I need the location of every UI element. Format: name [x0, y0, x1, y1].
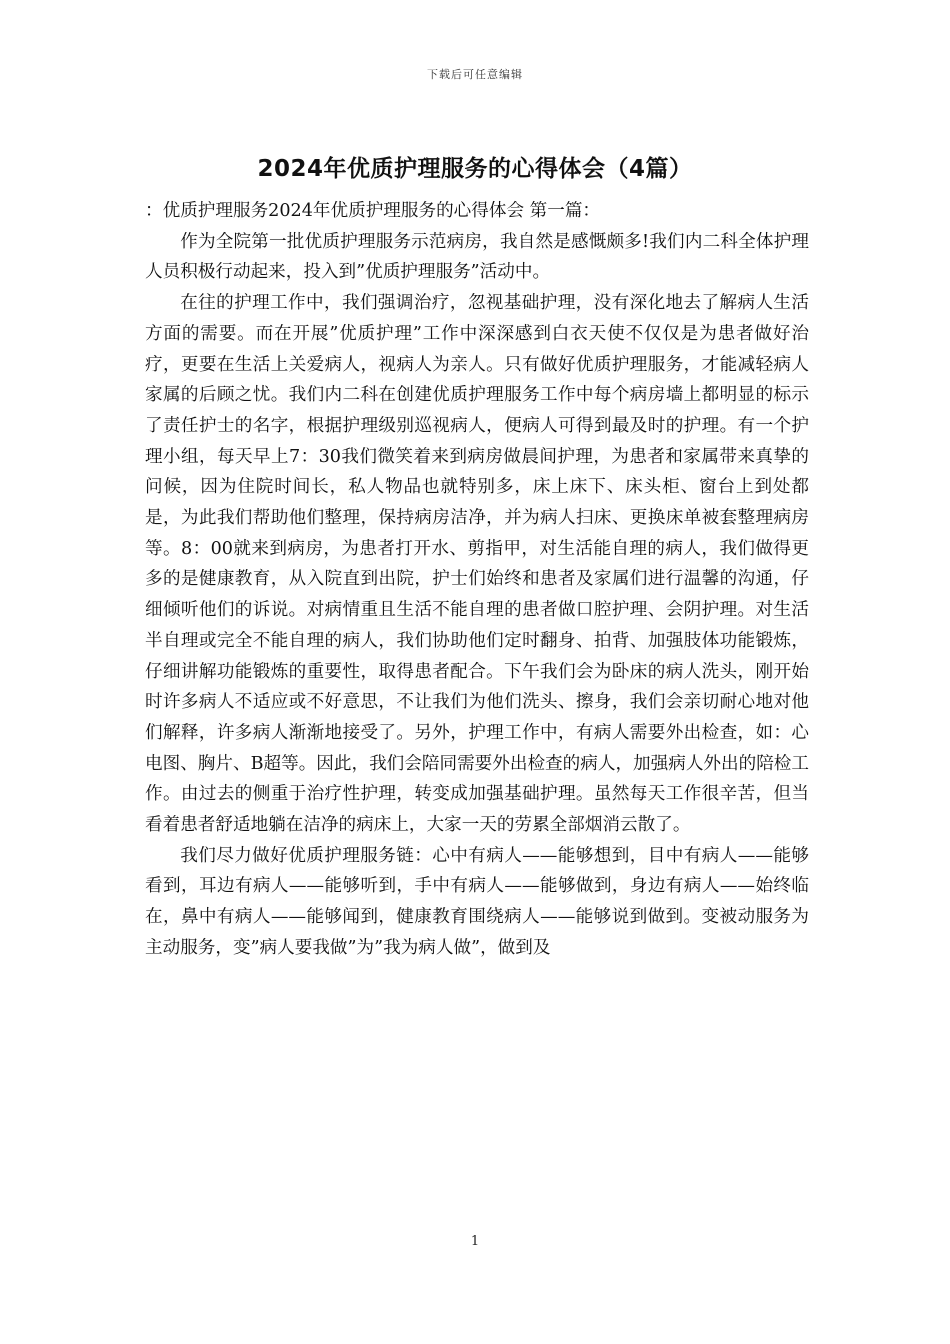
document-subtitle: ：优质护理服务2024年优质护理服务的心得体会 第一篇： [145, 201, 601, 221]
document-title: 2024年优质护理服务的心得体会（4篇） [257, 156, 693, 182]
header-note: 下载后可任意编辑 [427, 68, 523, 81]
document-body [145, 196, 809, 964]
paragraph-intro: 作为全院第一批优质护理服务示范病房，我自然是感慨颇多!我们内二科全体护理人员积极行动起来，投入到”优质护理服务”活动中。 [145, 231, 809, 283]
paragraph-service-chain: 我们尽力做好优质护理服务链：心中有病人——能够想到，目中有病人——能够看到，耳边有病人——能够听到，手中有病人——能够做到，身边有病人——始终临在，鼻中有病人——能够闻到，健康教育围绕病人——能够说到做到。变被动服务为主动服务，变”病人要我做”为”我为病人做”，做到及 [145, 845, 809, 958]
page-number: 1 [470, 1234, 480, 1249]
paragraph-practice: 在往的护理工作中，我们强调治疗，忽视基础护理，没有深化地去了解病人生活方面的需要。而在开展”优质护理”工作中深深感到白衣天使不仅仅是为患者做好治疗，更要在生活上关爱病人，视病人为亲人。只有做好优质护理服务，才能减轻病人家属的后顾之忧。我们内二科在创建优质护理服务工作中每个病房墙上都明显的标示了责任护士的名字，根据护理级别巡视病人，便病人可得到最及时的护理。有一个护理小组，每天早上7：30我们微笑着来到病房做晨间护理，为患者和家属带来真挚的问候，因为住院时间长，私人物品也就特别多，床上床下、床头柜、窗台上到处都是，为此我们帮助他们整理，保持病房洁净，并为病人扫床、更换床单被套整理病房等。8：00就来到病房，为患者打开水、剪指甲，对生活能自理的病人，我们做得更多的是健康教育，从入院直到出院，护士们始终和患者及家属们进行温馨的沟通，仔细倾听他们的诉说。对病情重且生活不能自理的患者做口腔护理、会阴护理。对生活半自理或完全不能自理的病人，我们协助他们定时翻身、拍背、加强肢体功能锻炼，仔细讲解功能锻炼的重要性，取得患者配合。下午我们会为卧床的病人洗头，刚开始时许多病人不适应或不好意思，不让我们为他们洗头、擦身，我们会亲切耐心地对他们解释，许多病人渐渐地接受了。另外，护理工作中，有病人需要外出检查，如：心电图、胸片、B超等。因此，我们会陪同需要外出检查的病人，加强病人外出的陪检工作。由过去的侧重于治疗性护理，转变成加强基础护理。虽然每天工作很辛苦，但当看着患者舒适地躺在洁净的病床上，大家一天的劳累全部烟消云散了。 [145, 293, 809, 836]
